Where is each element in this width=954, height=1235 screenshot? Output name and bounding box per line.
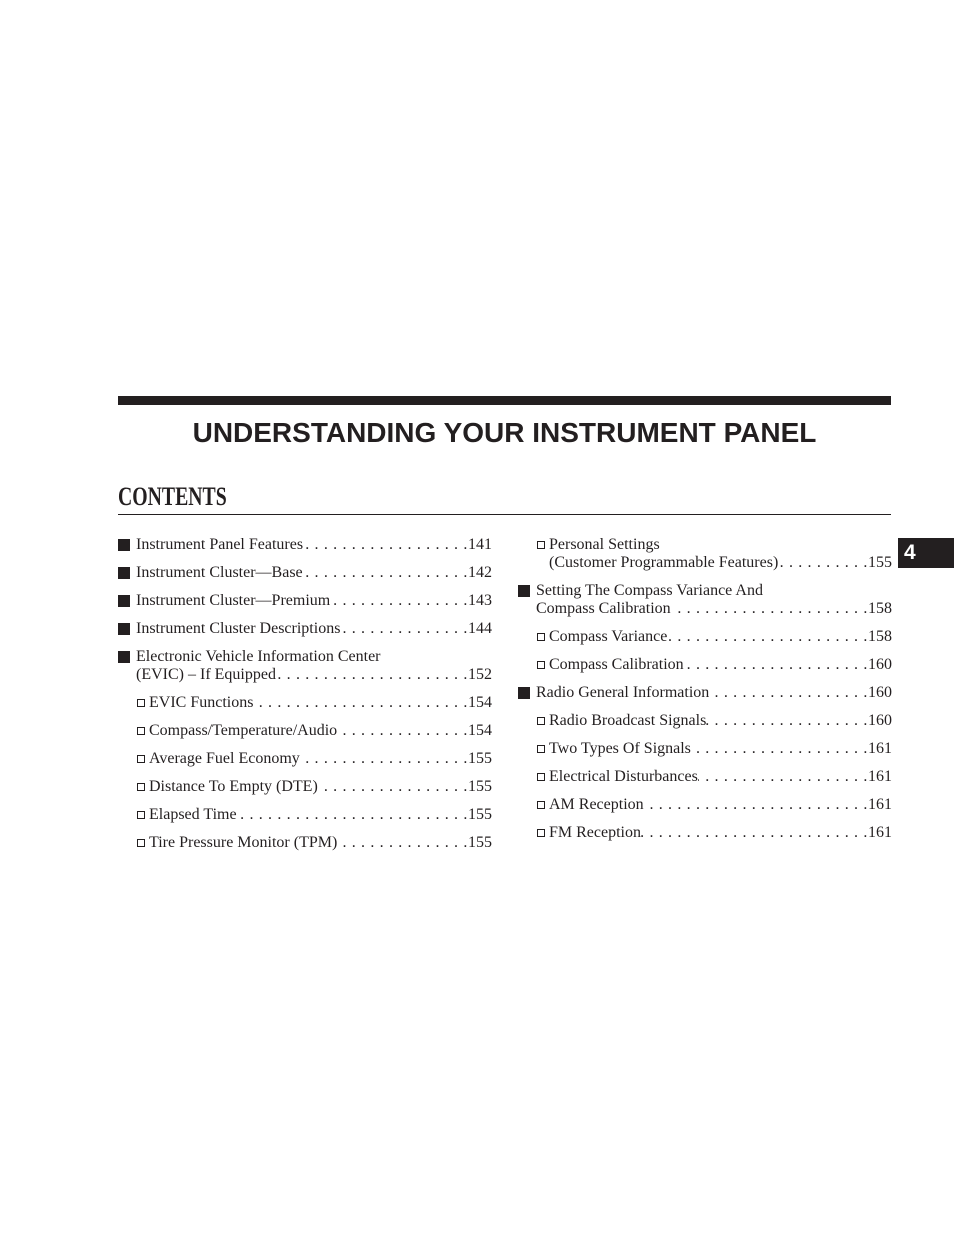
dot-leader (253, 694, 468, 712)
toc-entry-label: Compass/Temperature/Audio (149, 722, 338, 739)
dot-leader (303, 564, 468, 582)
hollow-square-bullet-icon (137, 783, 145, 791)
toc-entry-page: 144 (468, 620, 492, 637)
toc-entry-page: 142 (468, 564, 492, 581)
dot-leader (303, 536, 468, 554)
toc-entry-label: Radio Broadcast Signals (549, 712, 707, 729)
toc-entry-page: 155 (868, 554, 892, 571)
toc-entry-line (136, 592, 492, 610)
toc-entry-page: 155 (468, 778, 492, 795)
toc-entry-page: 161 (868, 796, 892, 813)
filled-square-bullet-icon (118, 651, 130, 663)
toc-entry-page: 160 (868, 684, 892, 701)
chapter-title: UNDERSTANDING YOUR INSTRUMENT PANEL (192, 417, 817, 448)
toc-entry-label: Elapsed Time (149, 806, 237, 823)
toc-entry-label: Compass Calibration (549, 656, 684, 673)
toc-entry-page: 161 (868, 740, 892, 757)
toc-entry (118, 536, 492, 554)
hollow-square-bullet-icon (537, 541, 545, 549)
toc-entry-page: 143 (468, 592, 492, 609)
dot-leader (644, 796, 868, 814)
toc-entry-label: Instrument Cluster—Base (136, 564, 303, 581)
toc-entry-label: Instrument Cluster Descriptions (136, 620, 341, 637)
toc-entry-line (136, 666, 492, 684)
hollow-square-bullet-icon (537, 633, 545, 641)
chapter-top-bar (118, 396, 891, 405)
dot-leader (337, 722, 468, 740)
toc-entry (118, 648, 492, 684)
hollow-square-bullet-icon (537, 745, 545, 753)
dot-leader (667, 628, 868, 646)
toc-entry-label: Two Types Of Signals (549, 740, 691, 757)
dot-leader (318, 778, 468, 796)
dot-leader (237, 806, 468, 824)
filled-square-bullet-icon (118, 539, 130, 551)
toc-subentry (518, 768, 892, 786)
toc-entry-line (549, 768, 892, 786)
toc-entry-page: 155 (468, 806, 492, 823)
toc-entry (118, 564, 492, 582)
toc-entry-page: 155 (468, 834, 492, 851)
toc-entry-page: 160 (868, 712, 892, 729)
dot-leader (684, 656, 868, 674)
toc-right-column (518, 536, 892, 852)
toc-entry-line (549, 740, 892, 758)
toc-entry-line (536, 600, 892, 618)
toc-entry-label: Compass Calibration (536, 600, 671, 617)
toc-subentry (518, 796, 892, 814)
filled-square-bullet-icon (118, 567, 130, 579)
toc-entry-page: 155 (468, 750, 492, 767)
toc-subentry (518, 628, 892, 646)
hollow-square-bullet-icon (137, 811, 145, 819)
toc-subentry (118, 750, 492, 768)
toc-entry-label: Instrument Cluster—Premium (136, 592, 331, 609)
toc-entry-page: 154 (468, 722, 492, 739)
toc-subentry (118, 778, 492, 796)
toc-entry-label: Electronic Vehicle Information Center (136, 648, 381, 665)
dot-leader (691, 740, 868, 758)
toc-entry-label: FM Reception (549, 824, 641, 841)
toc-entry-label: Tire Pressure Monitor (TPM) (149, 834, 338, 851)
toc-subentry (518, 740, 892, 758)
toc-entry-line (549, 824, 892, 842)
contents-divider (118, 514, 891, 515)
filled-square-bullet-icon (118, 623, 130, 635)
toc-entry-page: 141 (468, 536, 492, 553)
toc-entry-label: Compass Variance (549, 628, 668, 645)
toc-entry-line (549, 536, 892, 554)
toc-entry (118, 620, 492, 638)
dot-leader (698, 768, 868, 786)
toc-subentry (118, 722, 492, 740)
toc-entry-label: Personal Settings (549, 536, 660, 553)
toc-subentry (518, 824, 892, 842)
toc-entry-line (536, 684, 892, 702)
toc-subentry (518, 536, 892, 572)
toc-subentry (118, 806, 492, 824)
toc-subentry (518, 656, 892, 674)
toc-entry-page: 161 (868, 824, 892, 841)
toc-entry-label: EVIC Functions (149, 694, 254, 711)
toc-entry-line (549, 628, 892, 646)
toc-entry-line (536, 582, 892, 600)
toc-entry-line (149, 750, 492, 768)
filled-square-bullet-icon (518, 585, 530, 597)
toc-entry-page: 154 (468, 694, 492, 711)
toc-entry-page: 158 (868, 600, 892, 617)
toc-entry-line (149, 694, 492, 712)
toc-entry (518, 582, 892, 618)
dot-leader (340, 620, 468, 638)
dot-leader (330, 592, 468, 610)
toc-entry-line (549, 554, 892, 572)
toc-entry-page: 161 (868, 768, 892, 785)
toc-entry-label: Radio General Information (536, 684, 710, 701)
toc-entry-label: (Customer Programmable Features) (549, 554, 779, 571)
toc-entry-page: 158 (868, 628, 892, 645)
toc-entry (518, 684, 892, 702)
toc-subentry (118, 694, 492, 712)
toc-entry-line (136, 536, 492, 554)
dot-leader (778, 554, 868, 572)
dot-leader (300, 750, 468, 768)
toc-entry-label: Distance To Empty (DTE) (149, 778, 318, 795)
toc-entry-line (149, 722, 492, 740)
toc-entry-label: Average Fuel Economy (149, 750, 300, 767)
filled-square-bullet-icon (518, 687, 530, 699)
toc-entry-line (149, 834, 492, 852)
toc-subentry (118, 834, 492, 852)
toc-entry-line (149, 806, 492, 824)
hollow-square-bullet-icon (137, 755, 145, 763)
toc-subentry (518, 712, 892, 730)
hollow-square-bullet-icon (137, 839, 145, 847)
toc-entry-label: AM Reception (549, 796, 644, 813)
toc-entry-line (149, 778, 492, 796)
dot-leader (709, 684, 868, 702)
toc-entry-line (136, 564, 492, 582)
dot-leader (641, 824, 868, 842)
toc-entry-line (136, 648, 492, 666)
toc-entry-label: Instrument Panel Features (136, 536, 304, 553)
dot-leader (671, 600, 868, 618)
toc-left-column (118, 536, 492, 862)
toc-entry-label: (EVIC) – If Equipped (136, 666, 276, 683)
chapter-tab (898, 538, 954, 568)
hollow-square-bullet-icon (537, 661, 545, 669)
hollow-square-bullet-icon (537, 773, 545, 781)
hollow-square-bullet-icon (537, 829, 545, 837)
dot-leader (337, 834, 468, 852)
hollow-square-bullet-icon (537, 717, 545, 725)
filled-square-bullet-icon (118, 595, 130, 607)
toc-entry-label: Electrical Disturbances (549, 768, 698, 785)
dot-leader (276, 666, 468, 684)
toc-entry-line (549, 712, 892, 730)
toc-entry-page: 160 (868, 656, 892, 673)
toc-entry-line (549, 796, 892, 814)
toc-entry-page: 152 (468, 666, 492, 683)
hollow-square-bullet-icon (137, 727, 145, 735)
toc-entry-line (136, 620, 492, 638)
toc-entry-line (549, 656, 892, 674)
hollow-square-bullet-icon (537, 801, 545, 809)
hollow-square-bullet-icon (137, 699, 145, 707)
toc-entry (118, 592, 492, 610)
contents-heading: CONTENTS (118, 482, 227, 511)
dot-leader (706, 712, 868, 730)
toc-entry-label: Setting The Compass Variance And (536, 582, 763, 599)
chapter-tab-number: 4 (904, 541, 916, 564)
